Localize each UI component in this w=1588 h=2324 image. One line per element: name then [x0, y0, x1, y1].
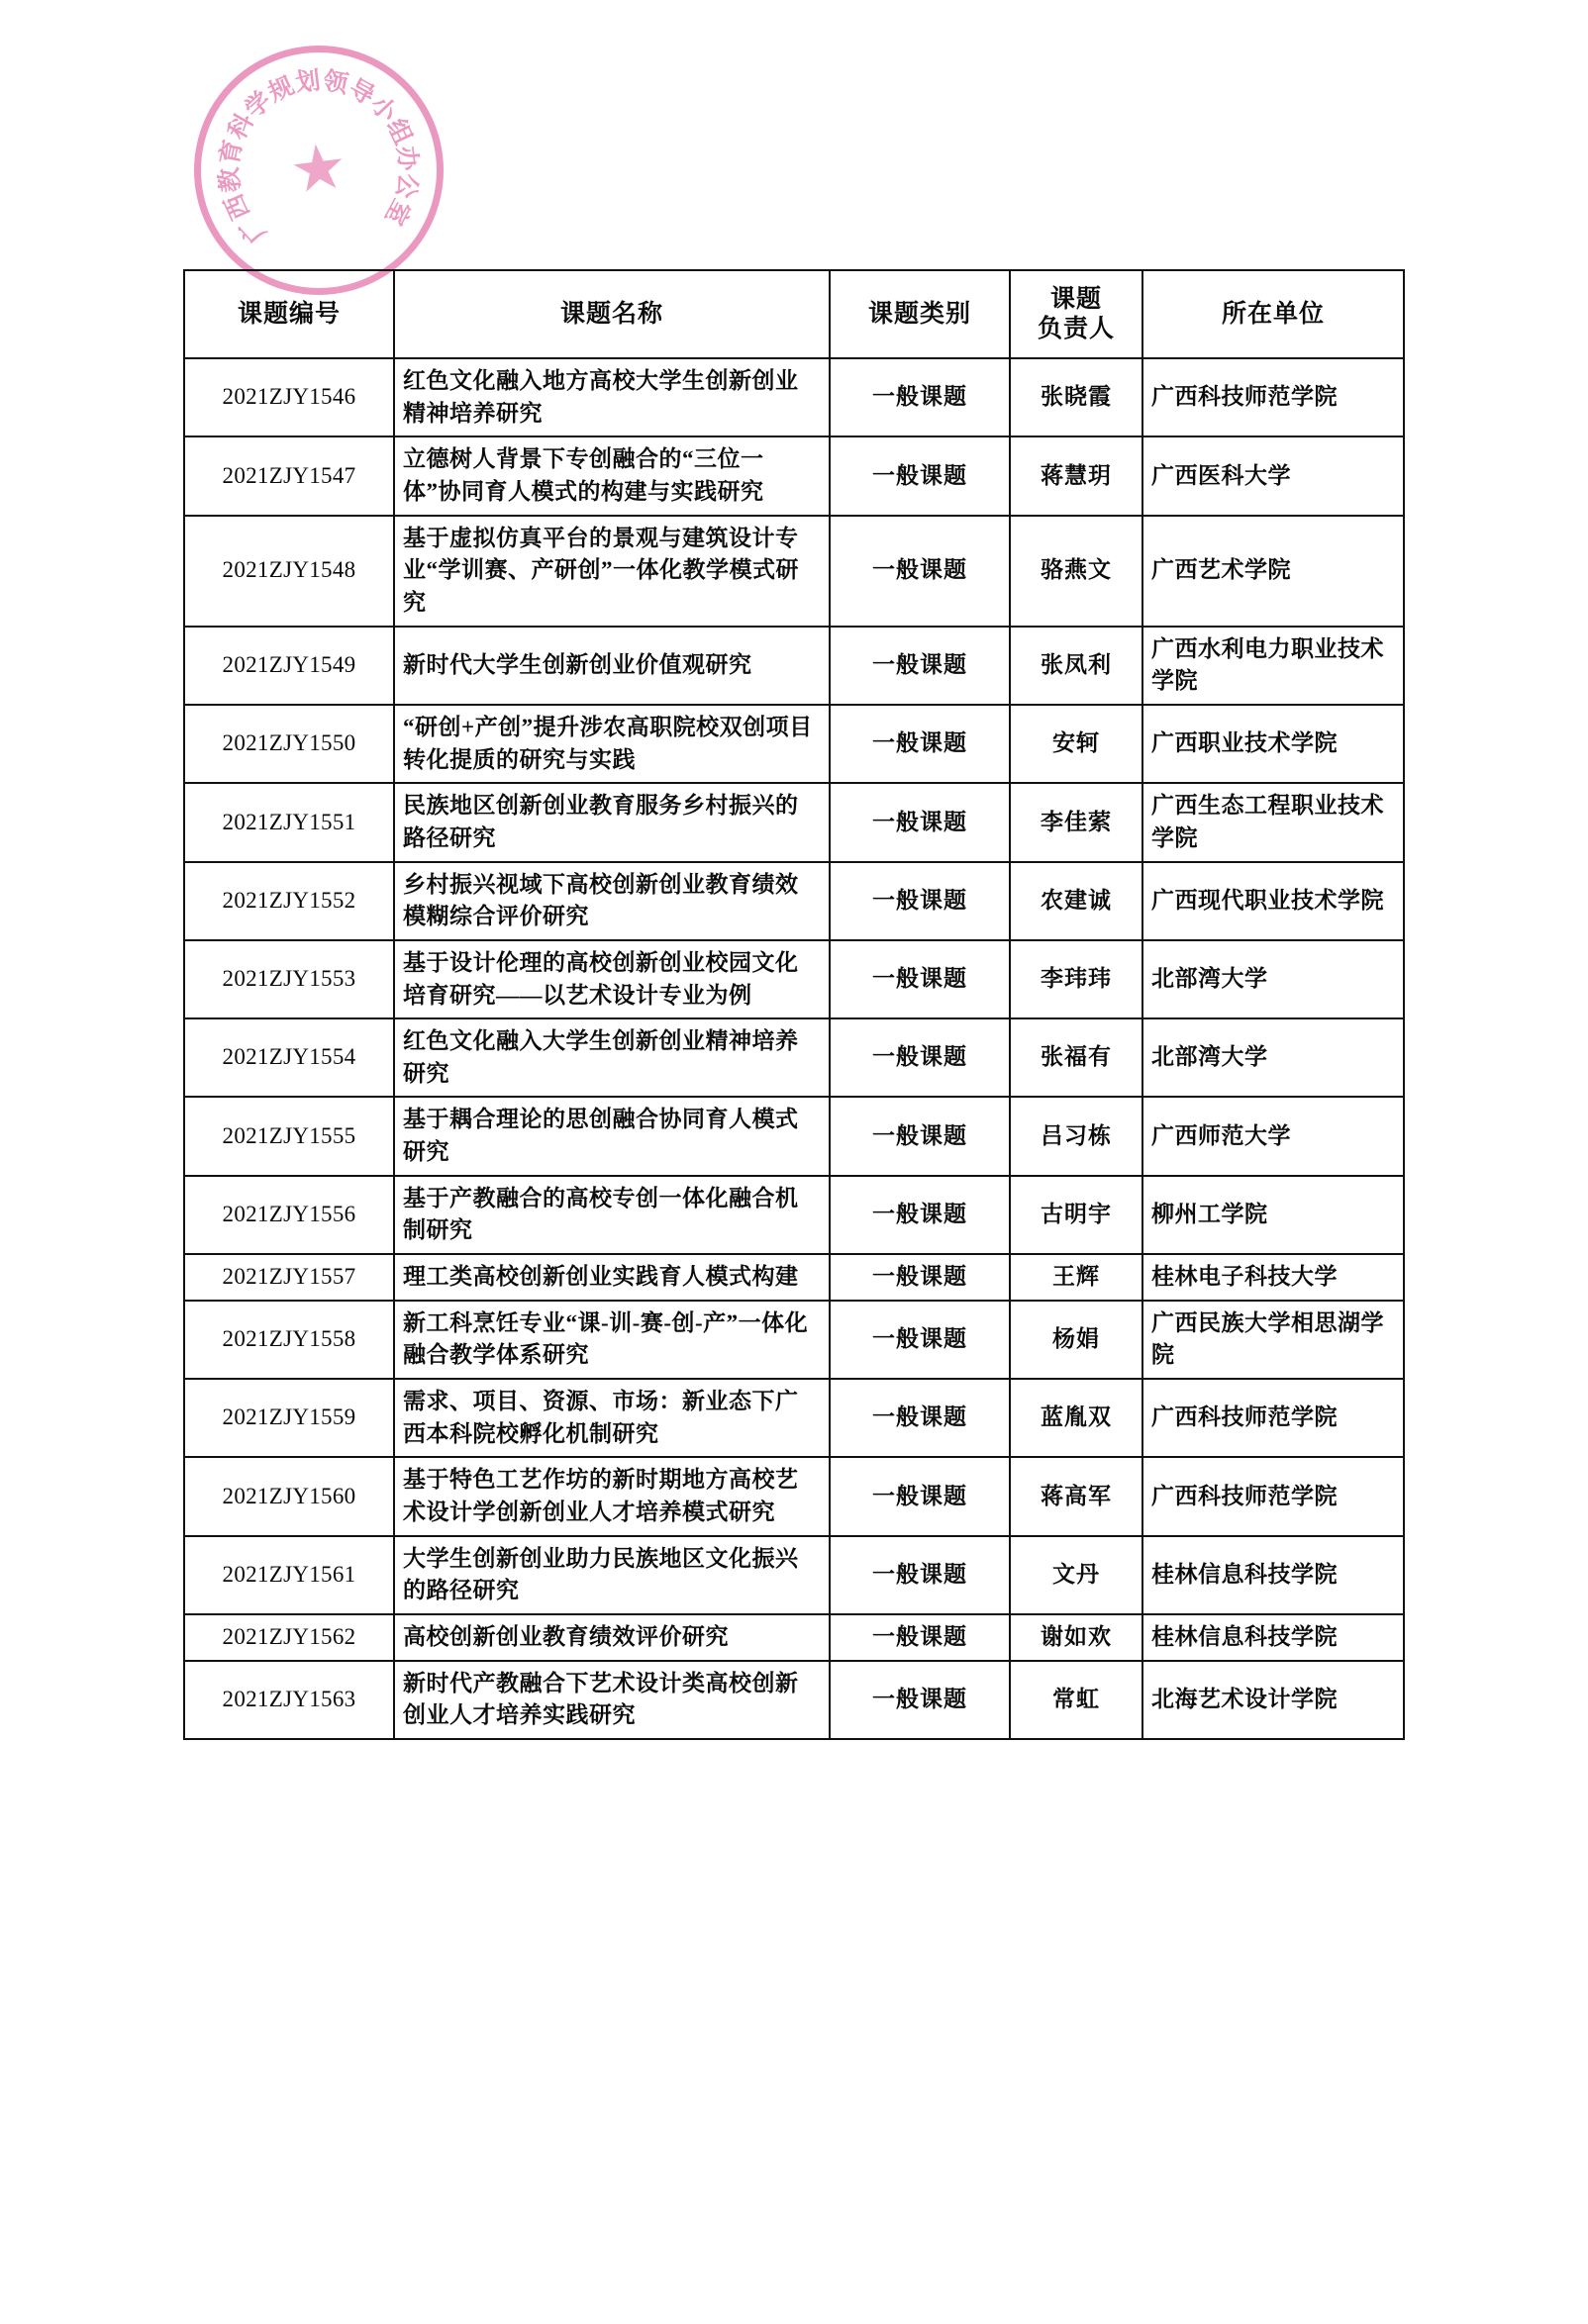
cell-project-unit: 广西职业技术学院: [1142, 705, 1404, 783]
cell-project-unit: 广西科技师范学院: [1142, 358, 1404, 436]
cell-project-category: 一般课题: [830, 783, 1010, 861]
table-row: [184, 627, 1404, 705]
cell-project-leader: 蒋高军: [1010, 1457, 1142, 1535]
cell-project-category: 一般课题: [830, 1254, 1010, 1301]
table-row: [184, 516, 1404, 627]
cell-project-unit: 广西科技师范学院: [1142, 1379, 1404, 1457]
seal-ring-char: 领: [321, 67, 350, 99]
cell-project-title: 民族地区创新创业教育服务乡村振兴的路径研究: [394, 783, 830, 861]
table-row: [184, 358, 1404, 436]
project-table: [183, 269, 1405, 1740]
cell-project-unit: 广西现代职业技术学院: [1142, 862, 1404, 940]
seal-ring-char: 小: [364, 91, 402, 128]
cell-project-category: 一般课题: [830, 1097, 1010, 1175]
cell-project-title: 基于产教融合的高校专创一体化融合机制研究: [394, 1176, 830, 1254]
cell-project-title: 基于设计伦理的高校创新创业校园文化培育研究——以艺术设计专业为例: [394, 940, 830, 1018]
cell-project-no: 2021ZJY1550: [184, 705, 394, 783]
cell-project-category: 一般课题: [830, 627, 1010, 705]
cell-project-leader: 李佳萦: [1010, 783, 1142, 861]
col-header-unit: 所在单位: [1142, 270, 1404, 358]
seal-ring-char: 导: [344, 74, 379, 111]
cell-project-title: 基于虚拟仿真平台的景观与建筑设计专业“学训赛、产研创”一体化教学模式研究: [394, 516, 830, 627]
table-row: [184, 1176, 1404, 1254]
table-row: [184, 1254, 1404, 1301]
star-icon: ★: [285, 130, 351, 207]
cell-project-category: 一般课题: [830, 358, 1010, 436]
cell-project-leader: 文丹: [1010, 1536, 1142, 1614]
table-row: [184, 1301, 1404, 1379]
seal-ring-char: 西: [220, 189, 255, 224]
cell-project-no: 2021ZJY1555: [184, 1097, 394, 1175]
cell-project-unit: 桂林电子科技大学: [1142, 1254, 1404, 1301]
cell-project-title: 基于耦合理论的思创融合协同育人模式研究: [394, 1097, 830, 1175]
cell-project-title: 高校创新创业教育绩效评价研究: [394, 1614, 830, 1661]
cell-project-unit: 广西水利电力职业技术学院: [1142, 627, 1404, 705]
table-row: [184, 783, 1404, 861]
cell-project-leader: 王辉: [1010, 1254, 1142, 1301]
cell-project-category: 一般课题: [830, 1018, 1010, 1097]
cell-project-unit: 广西艺术学院: [1142, 516, 1404, 627]
cell-project-leader: 吕习栋: [1010, 1097, 1142, 1175]
table-row: [184, 1536, 1404, 1614]
seal-ring-char: 学: [240, 86, 277, 124]
cell-project-no: 2021ZJY1559: [184, 1379, 394, 1457]
cell-project-unit: 北部湾大学: [1142, 1018, 1404, 1097]
cell-project-title: 大学生创新创业助力民族地区文化振兴的路径研究: [394, 1536, 830, 1614]
cell-project-leader: 谢如欢: [1010, 1614, 1142, 1661]
cell-project-title: 需求、项目、资源、市场：新业态下广西本科院校孵化机制研究: [394, 1379, 830, 1457]
cell-project-no: 2021ZJY1558: [184, 1301, 394, 1379]
cell-project-unit: 广西医科大学: [1142, 436, 1404, 515]
cell-project-category: 一般课题: [830, 436, 1010, 515]
cell-project-leader: 安轲: [1010, 705, 1142, 783]
cell-project-category: 一般课题: [830, 516, 1010, 627]
seal-ring-char: 公: [390, 171, 422, 201]
col-header-leader-line1: 课题: [1049, 286, 1102, 313]
cell-project-leader: 李玮玮: [1010, 940, 1142, 1018]
cell-project-leader: 常虹: [1010, 1661, 1142, 1739]
cell-project-title: 红色文化融入地方高校大学生创新创业精神培养研究: [394, 358, 830, 436]
cell-project-category: 一般课题: [830, 1379, 1010, 1457]
cell-project-category: 一般课题: [830, 1614, 1010, 1661]
cell-project-category: 一般课题: [830, 1176, 1010, 1254]
cell-project-no: 2021ZJY1561: [184, 1536, 394, 1614]
cell-project-category: 一般课题: [830, 1301, 1010, 1379]
cell-project-no: 2021ZJY1547: [184, 436, 394, 515]
table-row: [184, 1018, 1404, 1097]
cell-project-leader: 蒋慧玥: [1010, 436, 1142, 515]
cell-project-category: 一般课题: [830, 862, 1010, 940]
cell-project-title: 新时代产教融合下艺术设计类高校创新创业人才培养实践研究: [394, 1661, 830, 1739]
cell-project-title: 新工科烹饪专业“课-训-赛-创-产”一体化融合教学体系研究: [394, 1301, 830, 1379]
cell-project-unit: 广西生态工程职业技术学院: [1142, 783, 1404, 861]
seal-ring-char: 育: [216, 138, 248, 168]
cell-project-no: 2021ZJY1556: [184, 1176, 394, 1254]
cell-project-category: 一般课题: [830, 1661, 1010, 1739]
table-row: [184, 1379, 1404, 1457]
cell-project-leader: 张凤利: [1010, 627, 1142, 705]
seal-ring-char: 广: [235, 211, 271, 248]
cell-project-title: 红色文化融入大学生创新创业精神培养研究: [394, 1018, 830, 1097]
seal-ring-char: 划: [294, 67, 323, 98]
cell-project-no: 2021ZJY1548: [184, 516, 394, 627]
table-row: [184, 1457, 1404, 1535]
seal-ring-char: 组: [381, 115, 417, 149]
cell-project-leader: 张福有: [1010, 1018, 1142, 1097]
seal-inner: [187, 39, 449, 301]
table-body: [184, 358, 1404, 1739]
table-row: [184, 1661, 1404, 1739]
cell-project-no: 2021ZJY1551: [184, 783, 394, 861]
cell-project-leader: 骆燕文: [1010, 516, 1142, 627]
cell-project-no: 2021ZJY1563: [184, 1661, 394, 1739]
cell-project-unit: 广西师范大学: [1142, 1097, 1404, 1175]
seal-ring-char: 室: [379, 194, 415, 230]
col-header-category: 课题类别: [830, 270, 1010, 358]
cell-project-title: 乡村振兴视域下高校创新创业教育绩效模糊综合评价研究: [394, 862, 830, 940]
cell-project-no: 2021ZJY1557: [184, 1254, 394, 1301]
cell-project-no: 2021ZJY1552: [184, 862, 394, 940]
cell-project-category: 一般课题: [830, 705, 1010, 783]
project-table-container: [183, 269, 1403, 1740]
seal-ring-char: 规: [264, 72, 299, 108]
table-row: [184, 705, 1404, 783]
cell-project-category: 一般课题: [830, 1457, 1010, 1535]
seal-ring-char: 科: [224, 109, 259, 145]
cell-project-leader: 杨娟: [1010, 1301, 1142, 1379]
cell-project-title: 理工类高校创新创业实践育人模式构建: [394, 1254, 830, 1301]
cell-project-unit: 桂林信息科技学院: [1142, 1614, 1404, 1661]
cell-project-no: 2021ZJY1562: [184, 1614, 394, 1661]
col-header-leader: [1010, 270, 1142, 358]
cell-project-no: 2021ZJY1546: [184, 358, 394, 436]
table-header: [184, 270, 1404, 358]
table-row: [184, 1614, 1404, 1661]
cell-project-category: 一般课题: [830, 940, 1010, 1018]
cell-project-leader: 蓝胤双: [1010, 1379, 1142, 1457]
table-row: [184, 436, 1404, 515]
cell-project-unit: 北部湾大学: [1142, 940, 1404, 1018]
table-row: [184, 940, 1404, 1018]
cell-project-title: “研创+产创”提升涉农高职院校双创项目转化提质的研究与实践: [394, 705, 830, 783]
cell-project-title: 基于特色工艺作坊的新时期地方高校艺术设计学创新创业人才培养模式研究: [394, 1457, 830, 1535]
cell-project-unit: 广西科技师范学院: [1142, 1457, 1404, 1535]
table-row: [184, 1097, 1404, 1175]
table-header-row: [184, 270, 1404, 358]
cell-project-leader: 古明宇: [1010, 1176, 1142, 1254]
cell-project-unit: 北海艺术设计学院: [1142, 1661, 1404, 1739]
cell-project-leader: 农建诚: [1010, 862, 1142, 940]
cell-project-no: 2021ZJY1554: [184, 1018, 394, 1097]
official-seal: [180, 32, 458, 310]
cell-project-category: 一般课题: [830, 1536, 1010, 1614]
cell-project-title: 新时代大学生创新创业价值观研究: [394, 627, 830, 705]
cell-project-unit: 桂林信息科技学院: [1142, 1536, 1404, 1614]
cell-project-leader: 张晓霞: [1010, 358, 1142, 436]
seal-ring-char: 办: [391, 144, 422, 173]
cell-project-no: 2021ZJY1553: [184, 940, 394, 1018]
col-header-title: 课题名称: [394, 270, 830, 358]
table-row: [184, 862, 1404, 940]
cell-project-title: 立德树人背景下专创融合的“三位一体”协同育人模式的构建与实践研究: [394, 436, 830, 515]
cell-project-no: 2021ZJY1560: [184, 1457, 394, 1535]
cell-project-unit: 广西民族大学相思湖学院: [1142, 1301, 1404, 1379]
cell-project-unit: 柳州工学院: [1142, 1176, 1404, 1254]
col-header-no: 课题编号: [184, 270, 394, 358]
seal-ring-char: 教: [216, 165, 246, 194]
col-header-leader-line2: 负责人: [1037, 315, 1115, 342]
cell-project-no: 2021ZJY1549: [184, 627, 394, 705]
